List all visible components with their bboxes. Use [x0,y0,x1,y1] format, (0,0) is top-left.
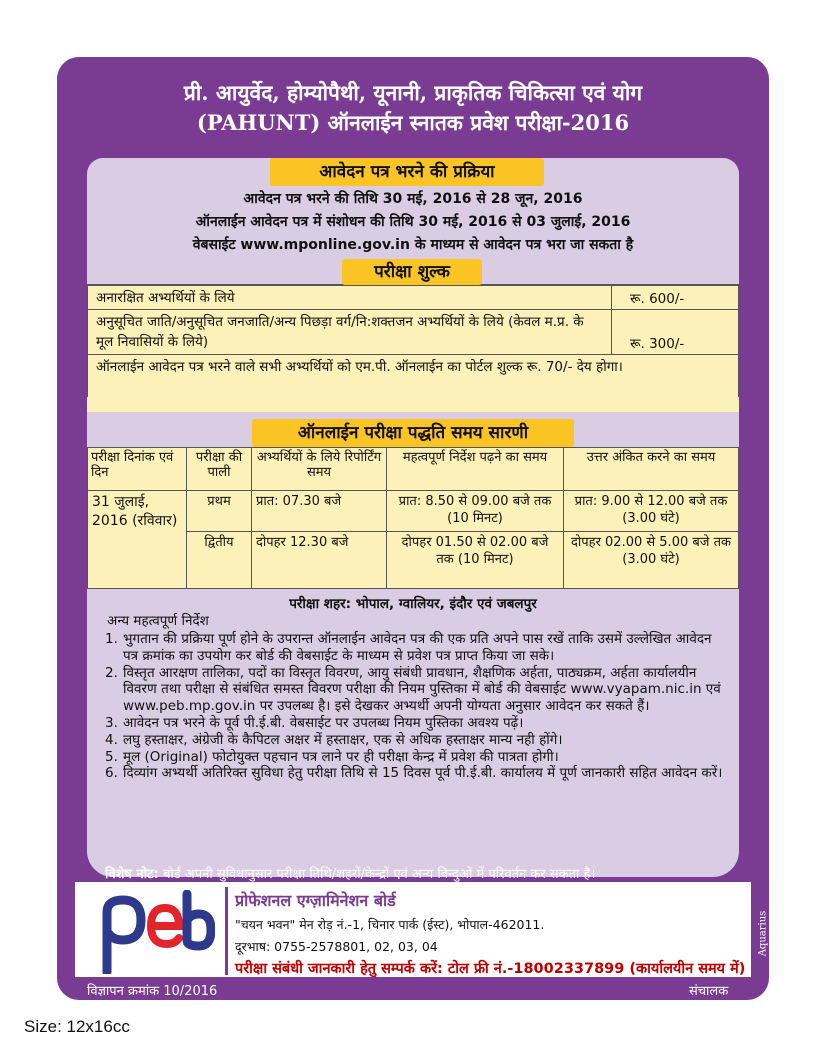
agency-credit-text: Aquarius [757,910,769,957]
notes-heading: अन्य महत्वपूर्ण निर्देश [107,613,209,629]
list-text: मूल (Original) फोटोयुक्त पहचान पत्र लाने पर ही परीक्षा केन्द्र में प्रवेश की पात्रता होगी। [123,748,559,765]
exam-date: 31 जुलाई, 2016 (रविवार) [88,491,187,589]
agency-credit [753,892,773,982]
list-number: 5. [105,748,118,765]
list-number: 3. [105,714,118,731]
list-text: भुगतान की प्रक्रिया पूर्ण होने के उपरान्त ऑनलाईन आवेदन पत्र की एक प्रति अपने पास रखें ताकि उसमें उल्लेखित आवेदन पत्र क्रमांक का उपयोग कर बोर्ड की वेबसाईट के माध्यम से प्रवेश पत्र प्राप्त किया जा सके। [123,631,712,664]
table-row [88,491,739,532]
header-instructions: महत्वपूर्ण निर्देश पढ़ने का समय [387,448,564,491]
title-line-2: (PAHUNT) ऑनलाईन स्नातक प्रवेश परीक्षा-2016 [196,110,630,135]
list-text: लघु हस्ताक्षर, अंग्रेजी के कैपिटल अक्षर में हस्ताक्षर, एक से अधिक हस्ताक्षर मान्य नही होंगे। [123,731,563,748]
list-item [105,631,725,665]
special-note-label: विशेष नोट: [105,867,159,882]
fee-amount: रू. 300/- [612,310,739,355]
fee-label: अनारक्षित अभ्यर्थियों के लिये [88,286,612,310]
list-item [105,665,725,715]
fee-row [88,310,739,355]
list-text: आवेदन पत्र भरने के पूर्व पी.ई.बी. वेबसाईट पर उपलब्ध नियम पुस्तिका अवश्य पढ़ें। [123,714,524,731]
website-line: वेबसाईट www.mponline.gov.in के माध्यम से आवेदन पत्र भरा जा सकता है [192,237,634,253]
reporting-cell: दोपहर 12.30 बजे [252,532,387,589]
application-heading: आवेदन पत्र भरने की प्रक्रिया [270,158,544,186]
special-note-text: बोर्ड अपनी सुविधानुसार परीक्षा तिथि/शहरों/केन्द्रों एवं अन्य बिन्दुओं में परिवर्तन कर सकता है। [162,867,596,882]
list-number: 2. [105,664,118,681]
ad-number: विज्ञापन क्रमांक 10/2016 [87,984,218,999]
list-number: 1. [105,631,118,647]
advertisement-panel [57,57,769,1000]
notes-list [105,631,725,782]
page-title [57,79,769,139]
toll-free-helpline: परीक्षा संबंधी जानकारी हेतु सम्पर्क करें: टोल फ्री नं.-18002337899 (कार्यालयीन समय में) [235,961,746,977]
correction-dates: ऑनलाईन आवेदन पत्र में संशोधन की तिथि 30 मई, 2016 से 03 जुलाई, 2016 [195,214,631,230]
board-footer [75,882,751,977]
portal-fee-note: ऑनलाईन आवेदन पत्र भरने वाले सभी अभ्यर्थियों को एम.पी. ऑनलाईन का पोर्टल शुल्क रू. 70/- देय होगा। [88,355,739,398]
answering-cell: दोपहर 02.00 से 5.00 बजे तक (3.00 घंटे) [564,532,739,589]
org-name: प्रोफेशनल एग्ज़ामिनेशन बोर्ड [235,891,396,910]
list-number: 4. [105,731,118,748]
fee-heading: परीक्षा शुल्क [342,259,482,285]
org-address: "चयन भवन" मेन रोड़ नं.-1, चिनार पार्क (ईस्ट), भोपाल-462011. [235,917,545,932]
list-text: दिव्यांग अभ्यर्थी अतिरिक्त सुविधा हेतु परीक्षा तिथि से 15 दिवस पूर्व पी.ई.बी. कार्यालय में पूर्ण जानकारी सहित आवेदन करें। [123,765,723,782]
fee-row [88,286,739,310]
schedule-header-row [88,448,739,491]
header-answering: उत्तर अंकित करने का समय [564,448,739,491]
list-item [105,749,725,766]
fee-row [88,355,739,398]
list-item [105,765,725,782]
footer-divider [225,887,228,975]
reporting-cell: प्रात: 07.30 बजे [252,491,387,532]
header-shift: परीक्षा की पाली [187,448,252,491]
size-label: Size: 12x16cc [24,1017,130,1036]
org-phone: दूरभाष: 0755-2578801, 02, 03, 04 [235,939,438,954]
instructions-cell: दोपहर 01.50 से 02.00 बजे तक (10 मिनट) [387,532,564,589]
schedule-table [87,447,739,589]
schedule-heading: ऑनलाईन परीक्षा पद्धति समय सारणी [252,419,574,447]
peb-logo-icon [95,890,215,974]
fee-amount: रू. 600/- [612,286,739,310]
list-text: विस्तृत आरक्षण तालिका, पदों का विस्तृत विवरण, आयु संबंधी प्रावधान, शैक्षणिक अर्हता, पाठ्यक्रम, अर्हता कार्यालयीन विवरण तथा परीक्षा से संबंधित समस्त विवरण परीक्षा की नियम पुस्तिका में बोर्ड की वेबसाईट www.vyapam.nic.in एवं www.peb.mp.gov.in पर उपलब्ध है। इसे देखकर अभ्यर्थी अपनी योग्यता अनुसार आवेदन कर सकते हैं। [123,664,721,715]
application-dates: आवेदन पत्र भरने की तिथि 30 मई, 2016 से 28 जून, 2016 [243,191,583,207]
fee-table [87,285,739,397]
special-note [105,864,745,882]
fee-label: अनुसूचित जाति/अनुसूचित जनजाति/अन्य पिछड़ा वर्ग/नि:शक्तजन अभ्यर्थियों के लिये (केवल म.प्र. के मूल निवासियों के लिये) [88,310,612,355]
exam-cities: परीक्षा शहर: भोपाल, ग्वालियर, इंदौर एवं जबलपुर [289,596,537,612]
header-reporting: अभ्यर्थियों के लिये रिपोर्टिंग समय [252,448,387,491]
shift-cell: प्रथम [187,491,252,532]
list-number: 6. [105,765,118,782]
answering-cell: प्रात: 9.00 से 12.00 बजे तक (3.00 घंटे) [564,491,739,532]
shift-cell: द्वितीय [187,532,252,589]
director-label: संचालक [689,984,729,999]
title-line-1: प्री. आयुर्वेद, होम्योपैथी, यूनानी, प्राकृतिक चिकित्सा एवं योग [183,80,643,105]
header-date: परीक्षा दिनांक एवं दिन [88,448,187,491]
list-item [105,732,725,749]
instructions-cell: प्रात: 8.50 से 09.00 बजे तक (10 मिनट) [387,491,564,532]
list-item [105,715,725,732]
